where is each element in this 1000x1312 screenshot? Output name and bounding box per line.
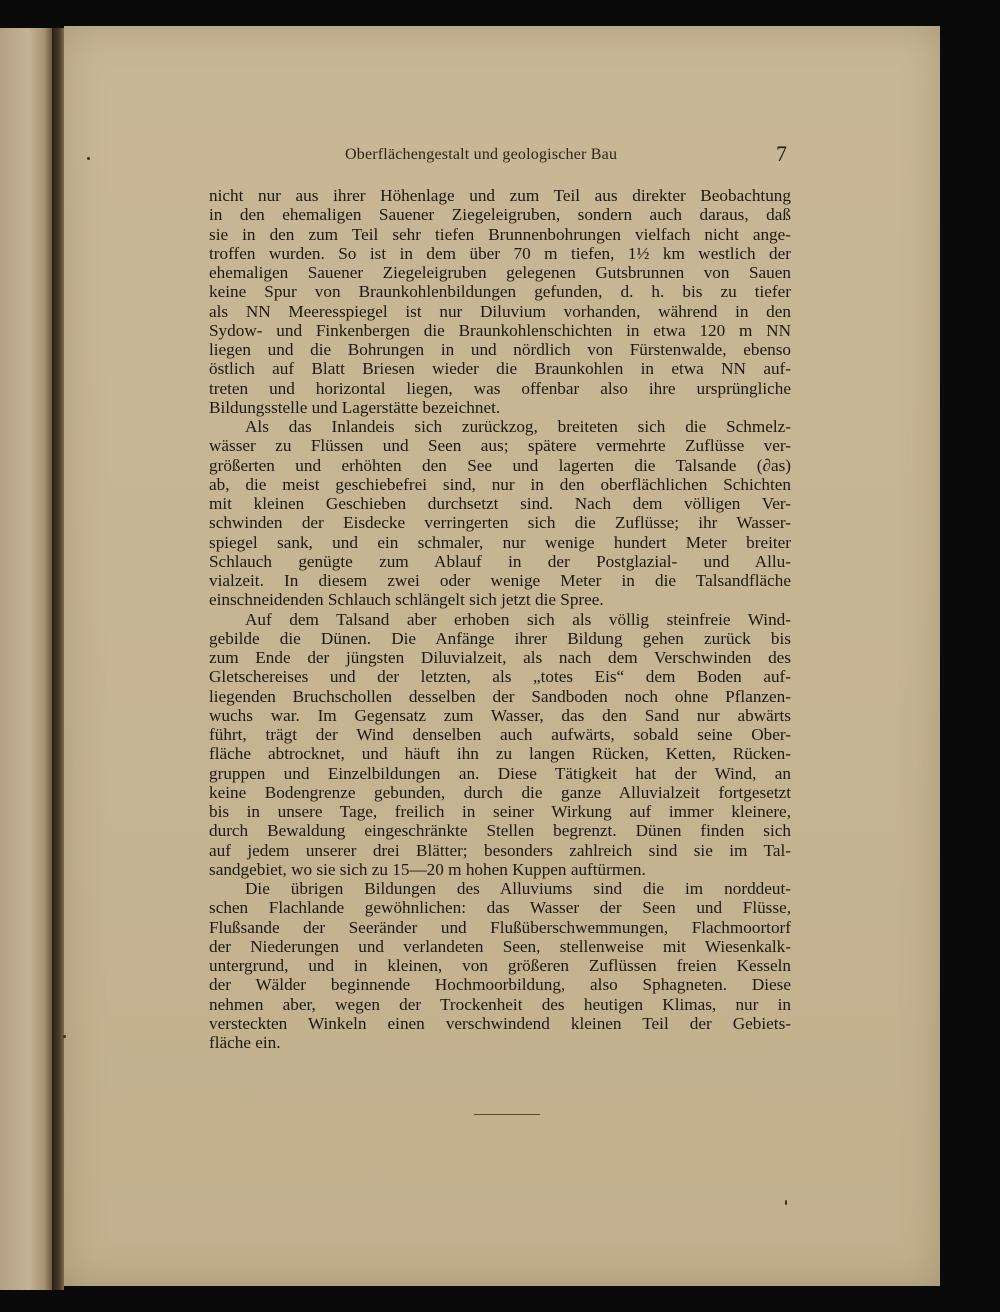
left-page-edge xyxy=(0,28,52,1290)
text-line: vialzeit. In diesem zwei oder wenige Meter in die Talsandfläche xyxy=(209,571,791,590)
text-line: mit kleinen Geschieben durchsetzt sind. Nach dem völligen Ver- xyxy=(209,494,791,513)
text-line: Als das Inlandeis sich zurückzog, breiteten sich die Schmelz- xyxy=(245,417,791,436)
text-line: keine Bodengrenze gebunden, durch die ganze Alluvialzeit fortgesetzt xyxy=(209,782,791,802)
text-line: keine Spur von Braunkohlenbildungen gefunden, d. h. bis zu tiefer xyxy=(209,282,791,302)
text-line: schen Flachlande gewöhnlichen: das Wasser der Seen und Flüsse, xyxy=(209,898,791,918)
text-line: als NN Meeresspiegel ist nur Diluvium vorhanden, während in den xyxy=(209,301,791,321)
text-line: auf jedem unserer drei Blätter; besonders zahlreich sind sie im Tal- xyxy=(209,840,791,860)
text-line: wuchs war. Im Gegensatz zum Wasser, das den Sand nur abwärts xyxy=(209,705,791,725)
text-line: nicht nur aus ihrer Höhenlage und zum Teil aus direkter Beobachtung xyxy=(209,186,791,205)
text-line: spiegel sank, und ein schmaler, nur wenige hundert Meter breiter xyxy=(209,532,791,552)
text-line: sie in den zum Teil sehr tiefen Brunnenbohrungen vielfach nicht ange- xyxy=(209,224,791,244)
text-line: größerten und erhöhten den See und lagerten die Talsande (∂as) xyxy=(209,455,791,475)
text-line: sandgebiet, wo sie sich zu 15—20 m hohen Kuppen auftürmen. xyxy=(209,859,646,879)
text-line: ehemaligen Sauener Ziegeleigruben gelegenen Gutsbrunnen von Sauen xyxy=(209,263,791,282)
text-line: Sydow- und Finkenbergen die Braunkohlenschichten in etwa 120 m NN xyxy=(209,320,791,340)
text-line: der Niederungen und verlandeten Seen, stellenweise mit Wiesenkalk- xyxy=(209,936,791,956)
text-line: Schlauch genügte zum Ablauf in der Postglazial- und Allu- xyxy=(209,551,791,571)
text-line: treten und horizontal liegen, was offenbar also ihre ursprüngliche xyxy=(209,378,791,398)
text-line: liegenden Bruchschollen desselben der Sandboden noch ohne Pflanzen- xyxy=(209,686,791,706)
text-line: Die übrigen Bildungen des Alluviums sind die im norddeut- xyxy=(245,879,791,898)
text-line: durch Bewaldung eingeschränkte Stellen begrenzt. Dünen finden sich xyxy=(209,821,791,841)
text-line: einschneidenden Schlauch schlängelt sich jetzt die Spree. xyxy=(209,590,604,610)
text-line: Gletschereises und der letzten, als „totes Eis“ dem Boden auf- xyxy=(209,667,791,687)
text-line: östlich auf Blatt Briesen wieder die Braunkohlen in etwa NN auf- xyxy=(209,359,791,379)
running-head: Oberflächengestalt und geologischer Bau xyxy=(345,146,618,163)
body-text xyxy=(209,186,791,1052)
text-line: untergrund, und in kleinen, von größeren Zuflüssen freien Kesseln xyxy=(209,956,791,975)
text-line: versteckten Winkeln einen verschwindend kleinen Teil der Gebiets- xyxy=(209,1013,791,1033)
text-line: gebilde die Dünen. Die Anfänge ihrer Bildung gehen zurück bis xyxy=(209,628,791,648)
paper-speck xyxy=(87,157,90,160)
text-line: nehmen aber, wegen der Trockenheit des heutigen Klimas, nur in xyxy=(209,994,791,1014)
text-line: in den ehemaligen Sauener Ziegeleigruben, sondern auch daraus, daß xyxy=(209,205,791,225)
text-line: gruppen und Einzelbildungen an. Diese Tätigkeit hat der Wind, an xyxy=(209,763,791,783)
text-line: wässer zu Flüssen und Seen aus; spätere vermehrte Zuflüsse ver- xyxy=(209,436,791,456)
end-rule xyxy=(474,1114,540,1115)
book-gutter xyxy=(52,28,64,1290)
text-line: bis in unsere Tage, freilich in seiner Wirkung auf immer kleinere, xyxy=(209,802,791,821)
text-line: fläche ein. xyxy=(209,1033,281,1052)
text-line: zum Ende der jüngsten Diluvialzeit, als nach dem Verschwinden des xyxy=(209,648,791,667)
text-line: fläche abtrocknet, und häuft ihn zu langen Rücken, Ketten, Rücken- xyxy=(209,744,791,764)
text-line: Flußsande der Seeränder und Flußüberschwemmungen, Flachmoortorf xyxy=(209,917,791,937)
text-line: der Wälder beginnende Hochmoorbildung, also Sphagneten. Diese xyxy=(209,975,791,995)
paper-speck xyxy=(785,1200,787,1205)
text-line: Bildungsstelle und Lagerstätte bezeichnet. xyxy=(209,397,501,417)
text-line: schwinden der Eisdecke verringerten sich die Zuflüsse; ihr Wasser- xyxy=(209,513,791,533)
paper-speck xyxy=(63,1035,66,1038)
text-line: liegen und die Bohrungen in und nördlich von Fürstenwalde, ebenso xyxy=(209,340,791,359)
text-line: ab, die meist geschiebefrei sind, nur in den oberflächlichen Schichten xyxy=(209,474,791,494)
text-line: troffen wurden. So ist in dem über 70 m tiefen, 1½ km westlich der xyxy=(209,243,791,263)
page-number: 7 xyxy=(776,141,787,166)
text-line: Auf dem Talsand aber erhoben sich als völlig steinfreie Wind- xyxy=(245,609,791,629)
text-line: führt, trägt der Wind denselben auch aufwärts, sobald seine Ober- xyxy=(209,725,791,744)
